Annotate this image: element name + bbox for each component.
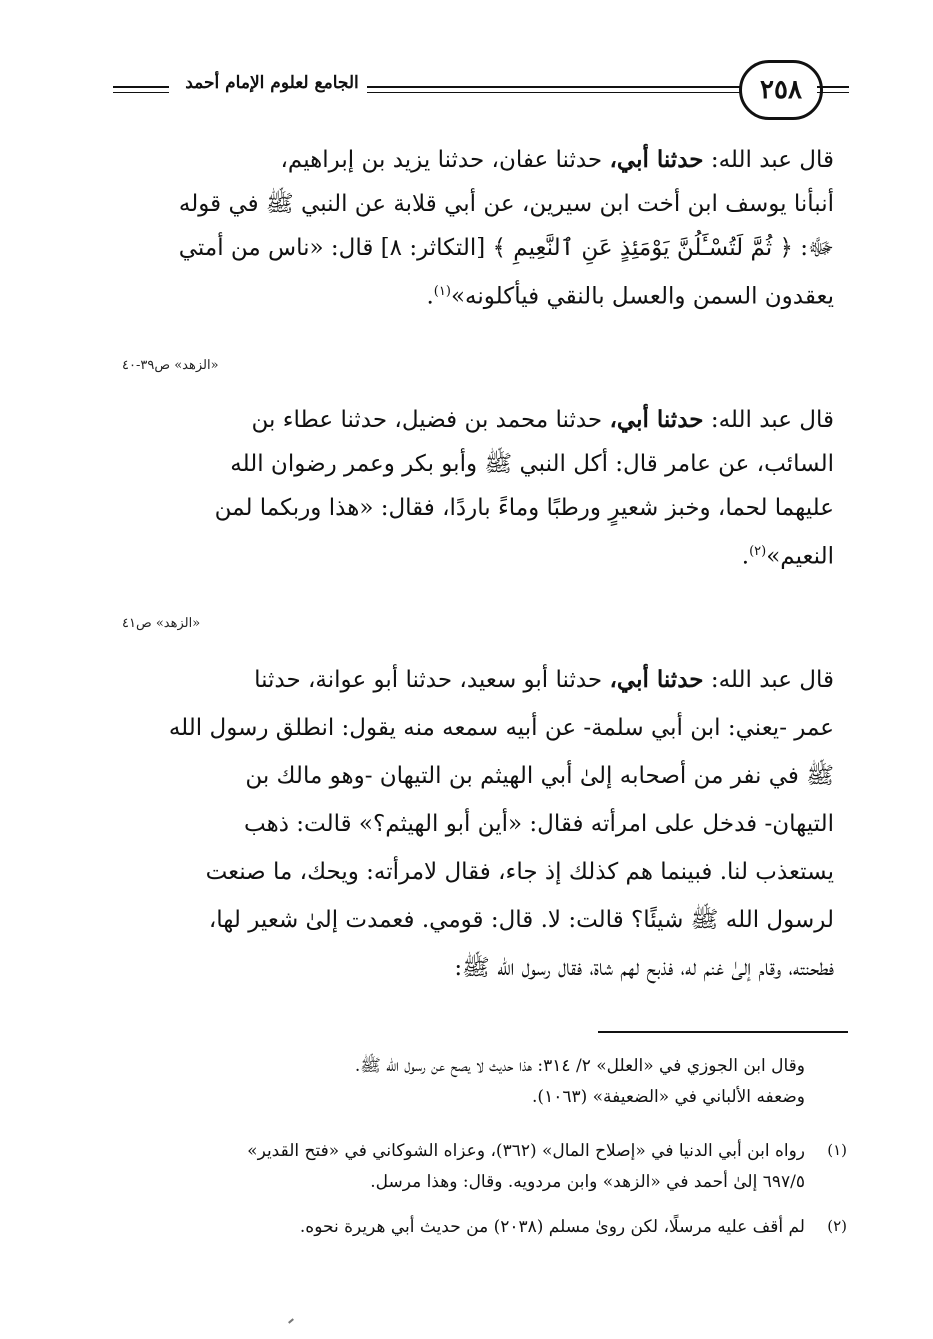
text-line: يستعذب لنا. فبينما هم كذلك إذ جاء، فقال لامرأته: ويحك، ما صنعت: [205, 859, 834, 885]
footnote-number: (١): [827, 1141, 847, 1159]
text-line: عمر -يعني: ابن أبي سلمة- عن أبيه سمعه منه يقول: انطلق رسول الله: [168, 715, 834, 741]
text-line: أنبأنا يوسف ابن أخت ابن سيرين، عن أبي قلابة عن النبي ﷺ في قوله: [178, 191, 834, 217]
footnote-ref: (١): [433, 284, 451, 299]
header-rule-right: [817, 86, 849, 93]
footnote-line: ٦٩٧/٥ إلىٰ أحمد في «الزهد» وابن مردويه. وقال: وهذا مرسل.: [370, 1172, 805, 1192]
footnote-2: [105, 1212, 805, 1243]
text-line: عليهما لحما، وخبز شعيرٍ ورطبًا وماءً باردًا، فقال: «هذا وربكما لمن: [214, 495, 834, 521]
text-line: التيهان- فدخل على امرأته فقال: «أين أبو الهيثم؟» قالت: ذهب: [244, 811, 834, 837]
footnote-separator: [598, 1031, 848, 1033]
text-line: النعيم»$^{(٢)}$.: [741, 543, 834, 570]
header-title: الجامع لعلوم الإمام أحمد: [185, 73, 359, 93]
scan-mark: [288, 1318, 294, 1323]
running-header: [105, 56, 845, 122]
source-citation: «الزهد» ص٤١: [122, 616, 201, 631]
source-citation: «الزهد» ص٣٩-٤٠: [122, 358, 219, 373]
footnote-line: وضعفه الألباني في «الضعيفة» (١٠٦٣).: [532, 1087, 805, 1107]
footnote-number: (٢): [827, 1217, 847, 1235]
quran-verse-line: ﷻ: ﴿ ثُمَّ لَتُسْـَٔلُنَّ يَوْمَئِذٍ عَنِ ٱلنَّعِيمِ ﴾ [التكاثر: ٨] قال: «ناس من أمتي: [178, 235, 834, 261]
text-line: ﷺ في نفر من أصحابه إلىٰ أبي الهيثم بن التيهان -وهو مالك بن: [245, 763, 834, 789]
hadith-1: [122, 138, 834, 319]
text-line: قال عبد الله: حدثنا أبي، حدثنا محمد بن فضيل، حدثنا عطاء بن: [251, 406, 834, 433]
footnote-line: وقال ابن الجوزي في «العلل» ٢/ ٣١٤: هذا حديث لا يصح عن رسول الله ﷺ.: [354, 1056, 805, 1076]
text-line: فطحنته، وقام إلىٰ غنم له، فذبح لهم شاة، فقال رسول الله ﷺ:: [454, 955, 834, 981]
hadith-2: [122, 398, 834, 579]
page-number: ٢٥٨: [739, 60, 823, 120]
text-line: قال عبد الله: حدثنا أبي، حدثنا عفان، حدثنا يزيد بن إبراهيم،: [280, 146, 834, 173]
hadith-3: [122, 656, 834, 992]
text-line: يعقدون السمن والعسل بالنقي فيأكلونه»$^{(١)}$.: [426, 283, 834, 310]
text-line: قال عبد الله: حدثنا أبي، حدثنا أبو سعيد، حدثنا أبو عوانة، حدثنا: [254, 666, 834, 693]
text-line: السائب، عن عامر قال: أكل النبي ﷺ وأبو بكر وعمر رضوان الله: [230, 451, 834, 477]
footnote-line: رواه ابن أبي الدنيا في «إصلاح المال» (٣٦٢)، وعزاه الشوكاني في «فتح القدير»: [247, 1141, 805, 1161]
footnote-line: لم أقف عليه مرسلًا، لكن روىٰ مسلم (٢٠٣٨) من حديث أبي هريرة نحوه.: [299, 1217, 805, 1237]
footnote-continuation: [125, 1051, 805, 1113]
footnote-1: [105, 1136, 805, 1198]
text-line: لرسول الله ﷺ شيئًا؟ قالت: لا. قال: قومي. فعمدت إلىٰ شعير لها،: [208, 907, 834, 933]
header-rule-middle: [367, 86, 743, 93]
header-rule-left: [113, 86, 169, 93]
footnote-ref: (٢): [749, 544, 767, 559]
